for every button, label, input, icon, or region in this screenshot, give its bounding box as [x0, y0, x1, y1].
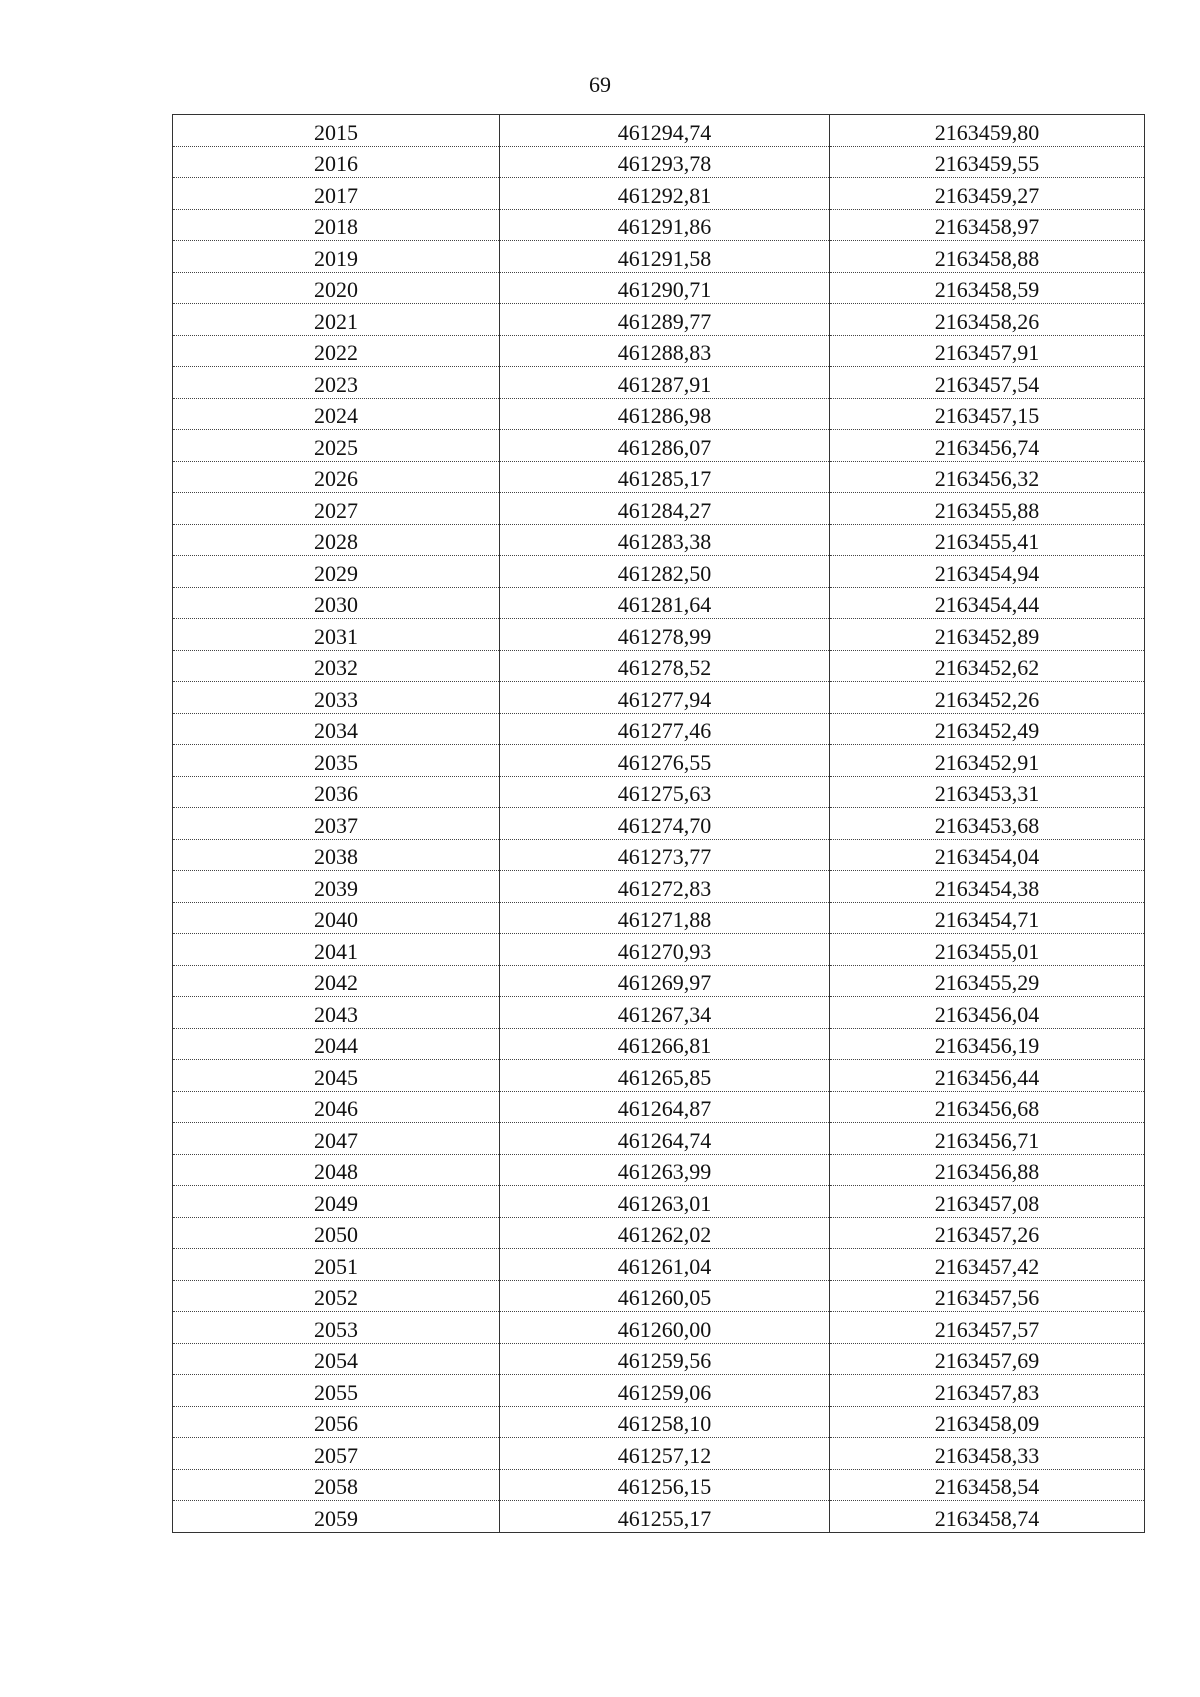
table-row — [173, 178, 1145, 210]
y-coordinate-cell: 2163456,44 — [830, 1060, 1145, 1092]
y-coordinate-cell: 2163454,94 — [830, 556, 1145, 588]
table-row — [173, 1123, 1145, 1155]
x-coordinate-cell: 461282,50 — [500, 556, 830, 588]
point-number-cell: 2043 — [173, 997, 500, 1029]
point-number-cell: 2052 — [173, 1280, 500, 1312]
point-number-cell: 2054 — [173, 1343, 500, 1375]
y-coordinate-cell: 2163457,26 — [830, 1217, 1145, 1249]
table-row — [173, 713, 1145, 745]
table-row — [173, 902, 1145, 934]
table-row — [173, 1375, 1145, 1407]
table-row — [173, 934, 1145, 966]
point-number-cell: 2033 — [173, 682, 500, 714]
y-coordinate-cell: 2163458,54 — [830, 1469, 1145, 1501]
x-coordinate-cell: 461274,70 — [500, 808, 830, 840]
table-row — [173, 272, 1145, 304]
x-coordinate-cell: 461269,97 — [500, 965, 830, 997]
x-coordinate-cell: 461284,27 — [500, 493, 830, 525]
table-row — [173, 241, 1145, 273]
y-coordinate-cell: 2163458,88 — [830, 241, 1145, 273]
x-coordinate-cell: 461291,58 — [500, 241, 830, 273]
x-coordinate-cell: 461293,78 — [500, 146, 830, 178]
y-coordinate-cell: 2163452,91 — [830, 745, 1145, 777]
x-coordinate-cell: 461258,10 — [500, 1406, 830, 1438]
table-row — [173, 493, 1145, 525]
point-number-cell: 2038 — [173, 839, 500, 871]
point-number-cell: 2020 — [173, 272, 500, 304]
x-coordinate-cell: 461275,63 — [500, 776, 830, 808]
x-coordinate-cell: 461272,83 — [500, 871, 830, 903]
x-coordinate-cell: 461292,81 — [500, 178, 830, 210]
coordinates-table — [172, 114, 1145, 1533]
y-coordinate-cell: 2163458,26 — [830, 304, 1145, 336]
x-coordinate-cell: 461278,52 — [500, 650, 830, 682]
x-coordinate-cell: 461257,12 — [500, 1438, 830, 1470]
y-coordinate-cell: 2163458,59 — [830, 272, 1145, 304]
x-coordinate-cell: 461291,86 — [500, 209, 830, 241]
x-coordinate-cell: 461286,98 — [500, 398, 830, 430]
y-coordinate-cell: 2163458,97 — [830, 209, 1145, 241]
x-coordinate-cell: 461285,17 — [500, 461, 830, 493]
point-number-cell: 2056 — [173, 1406, 500, 1438]
point-number-cell: 2058 — [173, 1469, 500, 1501]
x-coordinate-cell: 461263,99 — [500, 1154, 830, 1186]
point-number-cell: 2046 — [173, 1091, 500, 1123]
table-row — [173, 1028, 1145, 1060]
table-row — [173, 776, 1145, 808]
table-row — [173, 997, 1145, 1029]
table-row — [173, 146, 1145, 178]
point-number-cell: 2053 — [173, 1312, 500, 1344]
point-number-cell: 2045 — [173, 1060, 500, 1092]
point-number-cell: 2037 — [173, 808, 500, 840]
y-coordinate-cell: 2163459,55 — [830, 146, 1145, 178]
table-row — [173, 209, 1145, 241]
y-coordinate-cell: 2163457,83 — [830, 1375, 1145, 1407]
table-row — [173, 1406, 1145, 1438]
table-row — [173, 1091, 1145, 1123]
x-coordinate-cell: 461290,71 — [500, 272, 830, 304]
y-coordinate-cell: 2163452,89 — [830, 619, 1145, 651]
table-row — [173, 461, 1145, 493]
point-number-cell: 2047 — [173, 1123, 500, 1155]
table-row — [173, 524, 1145, 556]
point-number-cell: 2042 — [173, 965, 500, 997]
table-row — [173, 398, 1145, 430]
table-row — [173, 808, 1145, 840]
y-coordinate-cell: 2163459,27 — [830, 178, 1145, 210]
y-coordinate-cell: 2163458,09 — [830, 1406, 1145, 1438]
table-row — [173, 1249, 1145, 1281]
point-number-cell: 2021 — [173, 304, 500, 336]
y-coordinate-cell: 2163454,04 — [830, 839, 1145, 871]
table-row — [173, 871, 1145, 903]
x-coordinate-cell: 461278,99 — [500, 619, 830, 651]
x-coordinate-cell: 461270,93 — [500, 934, 830, 966]
point-number-cell: 2051 — [173, 1249, 500, 1281]
y-coordinate-cell: 2163456,88 — [830, 1154, 1145, 1186]
y-coordinate-cell: 2163452,49 — [830, 713, 1145, 745]
y-coordinate-cell: 2163458,33 — [830, 1438, 1145, 1470]
point-number-cell: 2034 — [173, 713, 500, 745]
y-coordinate-cell: 2163457,08 — [830, 1186, 1145, 1218]
y-coordinate-cell: 2163452,26 — [830, 682, 1145, 714]
table-row — [173, 304, 1145, 336]
table-row — [173, 839, 1145, 871]
point-number-cell: 2044 — [173, 1028, 500, 1060]
table-row — [173, 335, 1145, 367]
x-coordinate-cell: 461277,94 — [500, 682, 830, 714]
point-number-cell: 2028 — [173, 524, 500, 556]
y-coordinate-cell: 2163459,80 — [830, 115, 1145, 147]
y-coordinate-cell: 2163456,74 — [830, 430, 1145, 462]
point-number-cell: 2030 — [173, 587, 500, 619]
table-row — [173, 367, 1145, 399]
y-coordinate-cell: 2163453,31 — [830, 776, 1145, 808]
page-number: 69 — [589, 72, 611, 97]
point-number-cell: 2023 — [173, 367, 500, 399]
x-coordinate-cell: 461294,74 — [500, 115, 830, 147]
table-row — [173, 115, 1145, 147]
table-row — [173, 682, 1145, 714]
y-coordinate-cell: 2163455,88 — [830, 493, 1145, 525]
x-coordinate-cell: 461264,87 — [500, 1091, 830, 1123]
y-coordinate-cell: 2163456,71 — [830, 1123, 1145, 1155]
y-coordinate-cell: 2163455,29 — [830, 965, 1145, 997]
point-number-cell: 2048 — [173, 1154, 500, 1186]
point-number-cell: 2032 — [173, 650, 500, 682]
table-row — [173, 556, 1145, 588]
x-coordinate-cell: 461259,56 — [500, 1343, 830, 1375]
point-number-cell: 2017 — [173, 178, 500, 210]
x-coordinate-cell: 461271,88 — [500, 902, 830, 934]
x-coordinate-cell: 461273,77 — [500, 839, 830, 871]
x-coordinate-cell: 461277,46 — [500, 713, 830, 745]
x-coordinate-cell: 461265,85 — [500, 1060, 830, 1092]
x-coordinate-cell: 461286,07 — [500, 430, 830, 462]
y-coordinate-cell: 2163453,68 — [830, 808, 1145, 840]
point-number-cell: 2050 — [173, 1217, 500, 1249]
y-coordinate-cell: 2163454,44 — [830, 587, 1145, 619]
x-coordinate-cell: 461283,38 — [500, 524, 830, 556]
table-row — [173, 1469, 1145, 1501]
point-number-cell: 2022 — [173, 335, 500, 367]
y-coordinate-cell: 2163457,91 — [830, 335, 1145, 367]
point-number-cell: 2026 — [173, 461, 500, 493]
table-row — [173, 1217, 1145, 1249]
point-number-cell: 2049 — [173, 1186, 500, 1218]
x-coordinate-cell: 461259,06 — [500, 1375, 830, 1407]
point-number-cell: 2036 — [173, 776, 500, 808]
y-coordinate-cell: 2163456,04 — [830, 997, 1145, 1029]
point-number-cell: 2016 — [173, 146, 500, 178]
table-row — [173, 1154, 1145, 1186]
table-row — [173, 1312, 1145, 1344]
table-row — [173, 1186, 1145, 1218]
table-row — [173, 650, 1145, 682]
point-number-cell: 2057 — [173, 1438, 500, 1470]
y-coordinate-cell: 2163457,57 — [830, 1312, 1145, 1344]
y-coordinate-cell: 2163456,68 — [830, 1091, 1145, 1123]
y-coordinate-cell: 2163456,32 — [830, 461, 1145, 493]
point-number-cell: 2015 — [173, 115, 500, 147]
table-row — [173, 1060, 1145, 1092]
y-coordinate-cell: 2163456,19 — [830, 1028, 1145, 1060]
point-number-cell: 2040 — [173, 902, 500, 934]
table-row — [173, 1501, 1145, 1533]
point-number-cell: 2019 — [173, 241, 500, 273]
x-coordinate-cell: 461289,77 — [500, 304, 830, 336]
x-coordinate-cell: 461264,74 — [500, 1123, 830, 1155]
point-number-cell: 2031 — [173, 619, 500, 651]
x-coordinate-cell: 461263,01 — [500, 1186, 830, 1218]
x-coordinate-cell: 461255,17 — [500, 1501, 830, 1533]
table-row — [173, 1280, 1145, 1312]
y-coordinate-cell: 2163457,56 — [830, 1280, 1145, 1312]
x-coordinate-cell: 461276,55 — [500, 745, 830, 777]
table-row — [173, 1343, 1145, 1375]
y-coordinate-cell: 2163455,01 — [830, 934, 1145, 966]
table-row — [173, 745, 1145, 777]
y-coordinate-cell: 2163457,15 — [830, 398, 1145, 430]
point-number-cell: 2024 — [173, 398, 500, 430]
x-coordinate-cell: 461260,05 — [500, 1280, 830, 1312]
point-number-cell: 2018 — [173, 209, 500, 241]
table-row — [173, 965, 1145, 997]
table-row — [173, 587, 1145, 619]
y-coordinate-cell: 2163458,74 — [830, 1501, 1145, 1533]
x-coordinate-cell: 461256,15 — [500, 1469, 830, 1501]
point-number-cell: 2059 — [173, 1501, 500, 1533]
coordinates-table-body — [173, 115, 1145, 1533]
x-coordinate-cell: 461261,04 — [500, 1249, 830, 1281]
y-coordinate-cell: 2163454,38 — [830, 871, 1145, 903]
y-coordinate-cell: 2163457,69 — [830, 1343, 1145, 1375]
point-number-cell: 2029 — [173, 556, 500, 588]
point-number-cell: 2055 — [173, 1375, 500, 1407]
point-number-cell: 2041 — [173, 934, 500, 966]
point-number-cell: 2025 — [173, 430, 500, 462]
x-coordinate-cell: 461281,64 — [500, 587, 830, 619]
x-coordinate-cell: 461260,00 — [500, 1312, 830, 1344]
x-coordinate-cell: 461288,83 — [500, 335, 830, 367]
y-coordinate-cell: 2163452,62 — [830, 650, 1145, 682]
table-row — [173, 1438, 1145, 1470]
x-coordinate-cell: 461262,02 — [500, 1217, 830, 1249]
y-coordinate-cell: 2163454,71 — [830, 902, 1145, 934]
x-coordinate-cell: 461266,81 — [500, 1028, 830, 1060]
point-number-cell: 2035 — [173, 745, 500, 777]
x-coordinate-cell: 461287,91 — [500, 367, 830, 399]
table-row — [173, 430, 1145, 462]
y-coordinate-cell: 2163457,54 — [830, 367, 1145, 399]
y-coordinate-cell: 2163457,42 — [830, 1249, 1145, 1281]
point-number-cell: 2027 — [173, 493, 500, 525]
point-number-cell: 2039 — [173, 871, 500, 903]
y-coordinate-cell: 2163455,41 — [830, 524, 1145, 556]
table-row — [173, 619, 1145, 651]
x-coordinate-cell: 461267,34 — [500, 997, 830, 1029]
